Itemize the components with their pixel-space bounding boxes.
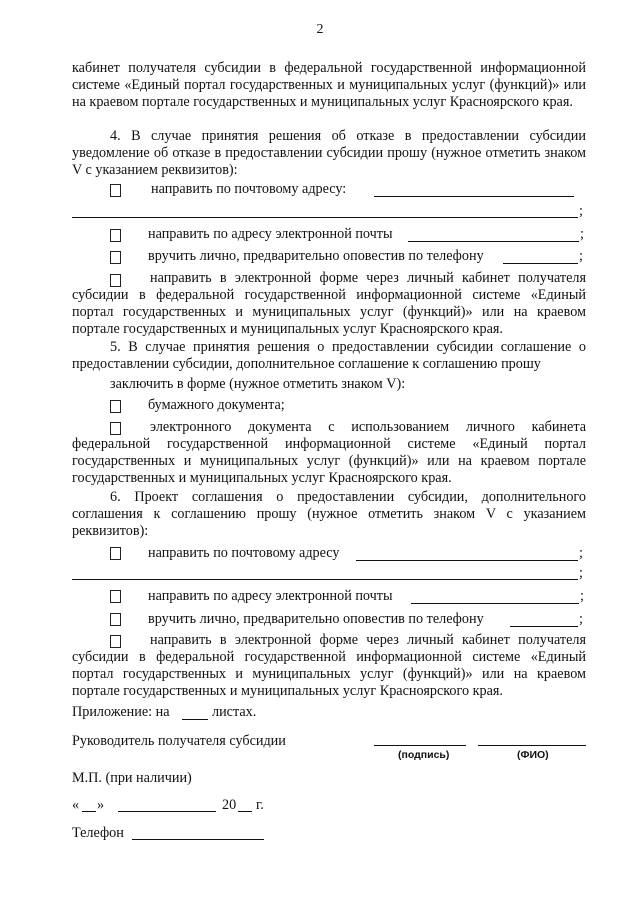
- date-open-quote: «: [72, 797, 80, 813]
- s6-hand-semicolon: ;: [579, 611, 583, 627]
- section-4-text: 4. В случае принятия решения об отказе в предоставлении субсидии уведомление об отказе в предоставлении субсидии прошу (нужное отметить знаком V с указанием реквизитов):: [72, 128, 586, 178]
- date-year-prefix: 20: [222, 797, 237, 813]
- attachment-prefix: Приложение: на: [72, 704, 170, 720]
- s4-electronic-label: направить в электронной форме через личный кабинет получателя субсидии в федеральной государственной информационной системе «Единый портал государственных и муниципальных услуг (функций)» или на краевом портале государственных и муниципальных услуг Красноярского края.: [72, 270, 586, 337]
- date-day-field[interactable]: [82, 811, 96, 812]
- s6-email-semicolon: ;: [580, 588, 584, 604]
- s4-email-semicolon: ;: [580, 226, 584, 242]
- s6-post-field[interactable]: [356, 560, 578, 561]
- s6-post-semicolon-2: ;: [579, 565, 583, 581]
- s6-hand-label: вручить лично, предварительно оповестив по телефону: [148, 611, 484, 627]
- s6-electronic-label: направить в электронной форме через личный кабинет получателя субсидии в федеральной государственной информационной системе «Единый портал государственных и муниципальных услуг (функций)» или на краевом портале государственных и муниципальных услуг Красноярского края.: [72, 632, 586, 699]
- s6-email-label: направить по адресу электронной почты: [148, 588, 393, 604]
- section-5-text: 5. В случае принятия решения о предоставлении субсидии соглашение о предоставлении субсидии, дополнительное соглашение к соглашению прошу: [72, 339, 586, 372]
- s5-electronic-label: электронного документа с использованием личного кабинета федеральной государственной информационной системе «Единый портал государственных и муниципальных услуг (функций)» или на краевом портале государственных и муниципальных услуг Красноярского края.: [72, 419, 586, 486]
- s4-post-checkbox[interactable]: [110, 184, 121, 197]
- fio-field[interactable]: [478, 745, 586, 746]
- s6-hand-checkbox[interactable]: [110, 613, 121, 626]
- s4-email-checkbox[interactable]: [110, 229, 121, 242]
- s4-post-label: направить по почтовому адресу:: [151, 181, 347, 197]
- s4-email-field[interactable]: [408, 241, 579, 242]
- phone-field[interactable]: [132, 839, 264, 840]
- s4-hand-label: вручить лично, предварительно оповестив по телефону: [148, 248, 484, 264]
- date-month-field[interactable]: [118, 811, 216, 812]
- s6-email-checkbox[interactable]: [110, 590, 121, 603]
- phone-label: Телефон: [72, 825, 124, 841]
- s6-phone-field[interactable]: [510, 626, 578, 627]
- intro-paragraph: кабинет получателя субсидии в федеральной государственной информационной системе «Единый портал государственных и муниципальных услуг (функций)» или на краевом портале государственных и муниципальных услуг Красноярского края.: [72, 60, 586, 110]
- section-6-text: 6. Проект соглашения о предоставлении субсидии, дополнительного соглашения к соглашению прошу (нужное отметить знаком V с указанием реквизитов):: [72, 489, 586, 539]
- s4-hand-semicolon: ;: [579, 248, 583, 264]
- fio-caption: (ФИО): [517, 749, 549, 761]
- s4-post-semicolon: ;: [579, 203, 583, 219]
- s4-hand-checkbox[interactable]: [110, 251, 121, 264]
- signature-field[interactable]: [374, 745, 466, 746]
- page-number: 2: [316, 22, 324, 37]
- seal-label: М.П. (при наличии): [72, 770, 192, 786]
- head-label: Руководитель получателя субсидии: [72, 733, 286, 749]
- s6-email-field[interactable]: [411, 603, 579, 604]
- section-5-text-cont: заключить в форме (нужное отметить знаком V):: [110, 376, 406, 392]
- s6-post-label: направить по почтовому адресу: [148, 545, 340, 561]
- s4-phone-field[interactable]: [503, 263, 578, 264]
- s5-paper-checkbox[interactable]: [110, 400, 121, 413]
- date-year-suffix: г.: [256, 797, 264, 813]
- date-year-field[interactable]: [238, 811, 252, 812]
- s4-email-label: направить по адресу электронной почты: [148, 226, 393, 242]
- s4-post-field[interactable]: [374, 196, 574, 197]
- s5-paper-label: бумажного документа;: [148, 397, 285, 413]
- signature-caption: (подпись): [398, 749, 450, 761]
- attachment-count-field[interactable]: [182, 719, 208, 720]
- s6-post-semicolon: ;: [579, 545, 583, 561]
- s6-post-field-line2[interactable]: [72, 579, 578, 580]
- date-close-quote: »: [97, 797, 105, 813]
- s6-post-checkbox[interactable]: [110, 547, 121, 560]
- attachment-suffix: листах.: [212, 704, 257, 720]
- s4-post-field-line2[interactable]: [72, 217, 578, 218]
